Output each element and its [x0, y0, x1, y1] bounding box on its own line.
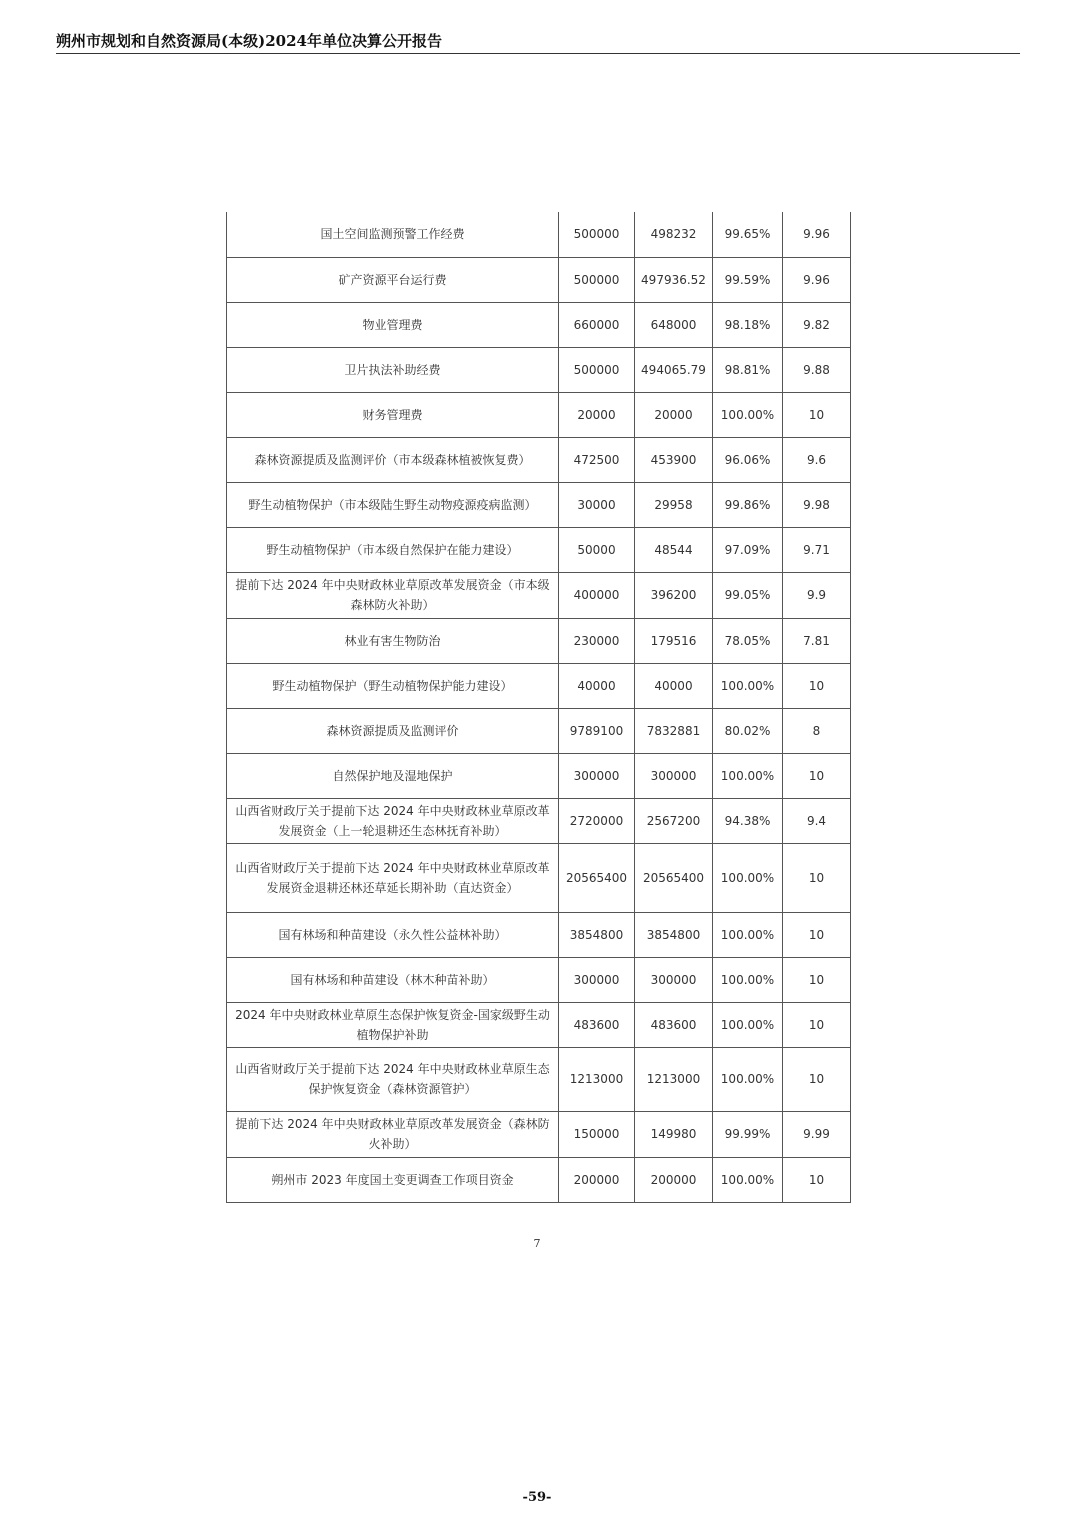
budget-amount-cell: 1213000 [559, 1047, 635, 1111]
execution-rate-cell: 98.18% [713, 302, 783, 347]
execution-rate-cell: 99.86% [713, 482, 783, 527]
execution-rate-cell: 100.00% [713, 392, 783, 437]
score-cell: 9.82 [783, 302, 851, 347]
budget-amount-cell: 500000 [559, 347, 635, 392]
table-row [227, 212, 851, 257]
execution-rate-cell: 100.00% [713, 957, 783, 1002]
performance-table-container [226, 212, 850, 1203]
execution-rate-cell: 100.00% [713, 753, 783, 798]
budget-amount-cell: 3854800 [559, 912, 635, 957]
execution-rate-cell: 94.38% [713, 798, 783, 843]
score-cell: 9.96 [783, 257, 851, 302]
score-cell: 9.96 [783, 212, 851, 257]
budget-amount-cell: 660000 [559, 302, 635, 347]
project-name-cell: 国有林场和种苗建设（永久性公益林补助） [227, 912, 559, 957]
actual-amount-cell: 1213000 [635, 1047, 713, 1111]
report-header-title: 朔州市规划和自然资源局(本级)2024年单位决算公开报告 [56, 32, 442, 50]
table-row [227, 1002, 851, 1047]
footer-page-number: -59- [522, 1490, 552, 1505]
project-name-cell: 国土空间监测预警工作经费 [227, 212, 559, 257]
execution-rate-cell: 99.05% [713, 572, 783, 618]
actual-amount-cell: 396200 [635, 572, 713, 618]
score-cell: 9.9 [783, 572, 851, 618]
actual-amount-cell: 494065.79 [635, 347, 713, 392]
score-cell: 10 [783, 1157, 851, 1202]
execution-rate-cell: 78.05% [713, 618, 783, 663]
actual-amount-cell: 2567200 [635, 798, 713, 843]
budget-amount-cell: 300000 [559, 753, 635, 798]
table-row [227, 753, 851, 798]
budget-amount-cell: 40000 [559, 663, 635, 708]
execution-rate-cell: 100.00% [713, 843, 783, 912]
execution-rate-cell: 98.81% [713, 347, 783, 392]
table-row [227, 347, 851, 392]
actual-amount-cell: 483600 [635, 1002, 713, 1047]
actual-amount-cell: 453900 [635, 437, 713, 482]
budget-amount-cell: 500000 [559, 257, 635, 302]
execution-rate-cell: 96.06% [713, 437, 783, 482]
project-name-cell: 森林资源提质及监测评价（市本级森林植被恢复费） [227, 437, 559, 482]
score-cell: 7.81 [783, 618, 851, 663]
score-cell: 10 [783, 1047, 851, 1111]
execution-rate-cell: 100.00% [713, 663, 783, 708]
actual-amount-cell: 497936.52 [635, 257, 713, 302]
budget-amount-cell: 2720000 [559, 798, 635, 843]
budget-amount-cell: 472500 [559, 437, 635, 482]
header-divider [56, 53, 1020, 54]
project-name-cell: 物业管理费 [227, 302, 559, 347]
score-cell: 9.6 [783, 437, 851, 482]
budget-amount-cell: 200000 [559, 1157, 635, 1202]
budget-amount-cell: 30000 [559, 482, 635, 527]
project-name-cell: 山西省财政厅关于提前下达 2024 年中央财政林业草原改革发展资金退耕还林还草延长期补助（直达资金） [227, 843, 559, 912]
score-cell: 10 [783, 392, 851, 437]
table-row [227, 527, 851, 572]
project-name-cell: 山西省财政厅关于提前下达 2024 年中央财政林业草原生态保护恢复资金（森林资源管护） [227, 1047, 559, 1111]
actual-amount-cell: 3854800 [635, 912, 713, 957]
project-name-cell: 国有林场和种苗建设（林木种苗补助） [227, 957, 559, 1002]
score-cell: 10 [783, 663, 851, 708]
project-name-cell: 2024 年中央财政林业草原生态保护恢复资金-国家级野生动植物保护补助 [227, 1002, 559, 1047]
project-name-cell: 山西省财政厅关于提前下达 2024 年中央财政林业草原改革发展资金（上一轮退耕还生态林抚育补助） [227, 798, 559, 843]
project-name-cell: 朔州市 2023 年度国土变更调查工作项目资金 [227, 1157, 559, 1202]
table-row [227, 1047, 851, 1111]
performance-table [226, 212, 851, 1203]
budget-amount-cell: 500000 [559, 212, 635, 257]
score-cell: 8 [783, 708, 851, 753]
budget-amount-cell: 20565400 [559, 843, 635, 912]
actual-amount-cell: 7832881 [635, 708, 713, 753]
execution-rate-cell: 100.00% [713, 1002, 783, 1047]
actual-amount-cell: 40000 [635, 663, 713, 708]
table-row [227, 1111, 851, 1157]
project-name-cell: 森林资源提质及监测评价 [227, 708, 559, 753]
project-name-cell: 自然保护地及湿地保护 [227, 753, 559, 798]
budget-amount-cell: 300000 [559, 957, 635, 1002]
project-name-cell: 卫片执法补助经费 [227, 347, 559, 392]
table-row [227, 482, 851, 527]
score-cell: 10 [783, 912, 851, 957]
actual-amount-cell: 48544 [635, 527, 713, 572]
score-cell: 10 [783, 957, 851, 1002]
table-row [227, 437, 851, 482]
actual-amount-cell: 200000 [635, 1157, 713, 1202]
actual-amount-cell: 20565400 [635, 843, 713, 912]
table-row [227, 618, 851, 663]
score-cell: 10 [783, 1002, 851, 1047]
execution-rate-cell: 80.02% [713, 708, 783, 753]
actual-amount-cell: 20000 [635, 392, 713, 437]
budget-amount-cell: 150000 [559, 1111, 635, 1157]
budget-amount-cell: 230000 [559, 618, 635, 663]
project-name-cell: 矿产资源平台运行费 [227, 257, 559, 302]
budget-amount-cell: 50000 [559, 527, 635, 572]
table-row [227, 663, 851, 708]
project-name-cell: 野生动植物保护（野生动植物保护能力建设） [227, 663, 559, 708]
table-row [227, 798, 851, 843]
actual-amount-cell: 149980 [635, 1111, 713, 1157]
table-row [227, 257, 851, 302]
execution-rate-cell: 99.65% [713, 212, 783, 257]
project-name-cell: 提前下达 2024 年中央财政林业草原改革发展资金（森林防火补助） [227, 1111, 559, 1157]
budget-amount-cell: 483600 [559, 1002, 635, 1047]
table-row [227, 708, 851, 753]
actual-amount-cell: 300000 [635, 957, 713, 1002]
execution-rate-cell: 100.00% [713, 1047, 783, 1111]
score-cell: 9.99 [783, 1111, 851, 1157]
table-row [227, 912, 851, 957]
score-cell: 9.98 [783, 482, 851, 527]
actual-amount-cell: 29958 [635, 482, 713, 527]
page-number: 7 [533, 1237, 541, 1250]
project-name-cell: 野生动植物保护（市本级自然保护在能力建设） [227, 527, 559, 572]
execution-rate-cell: 99.99% [713, 1111, 783, 1157]
actual-amount-cell: 300000 [635, 753, 713, 798]
project-name-cell: 林业有害生物防治 [227, 618, 559, 663]
table-row [227, 572, 851, 618]
score-cell: 10 [783, 753, 851, 798]
table-body [227, 212, 851, 1202]
actual-amount-cell: 498232 [635, 212, 713, 257]
score-cell: 9.4 [783, 798, 851, 843]
score-cell: 9.88 [783, 347, 851, 392]
table-row [227, 1157, 851, 1202]
score-cell: 9.71 [783, 527, 851, 572]
execution-rate-cell: 99.59% [713, 257, 783, 302]
budget-amount-cell: 400000 [559, 572, 635, 618]
execution-rate-cell: 97.09% [713, 527, 783, 572]
project-name-cell: 提前下达 2024 年中央财政林业草原改革发展资金（市本级森林防火补助） [227, 572, 559, 618]
table-row [227, 957, 851, 1002]
execution-rate-cell: 100.00% [713, 912, 783, 957]
budget-amount-cell: 9789100 [559, 708, 635, 753]
execution-rate-cell: 100.00% [713, 1157, 783, 1202]
project-name-cell: 野生动植物保护（市本级陆生野生动物疫源疫病监测） [227, 482, 559, 527]
score-cell: 10 [783, 843, 851, 912]
table-row [227, 843, 851, 912]
table-row [227, 302, 851, 347]
table-row [227, 392, 851, 437]
actual-amount-cell: 179516 [635, 618, 713, 663]
actual-amount-cell: 648000 [635, 302, 713, 347]
project-name-cell: 财务管理费 [227, 392, 559, 437]
budget-amount-cell: 20000 [559, 392, 635, 437]
